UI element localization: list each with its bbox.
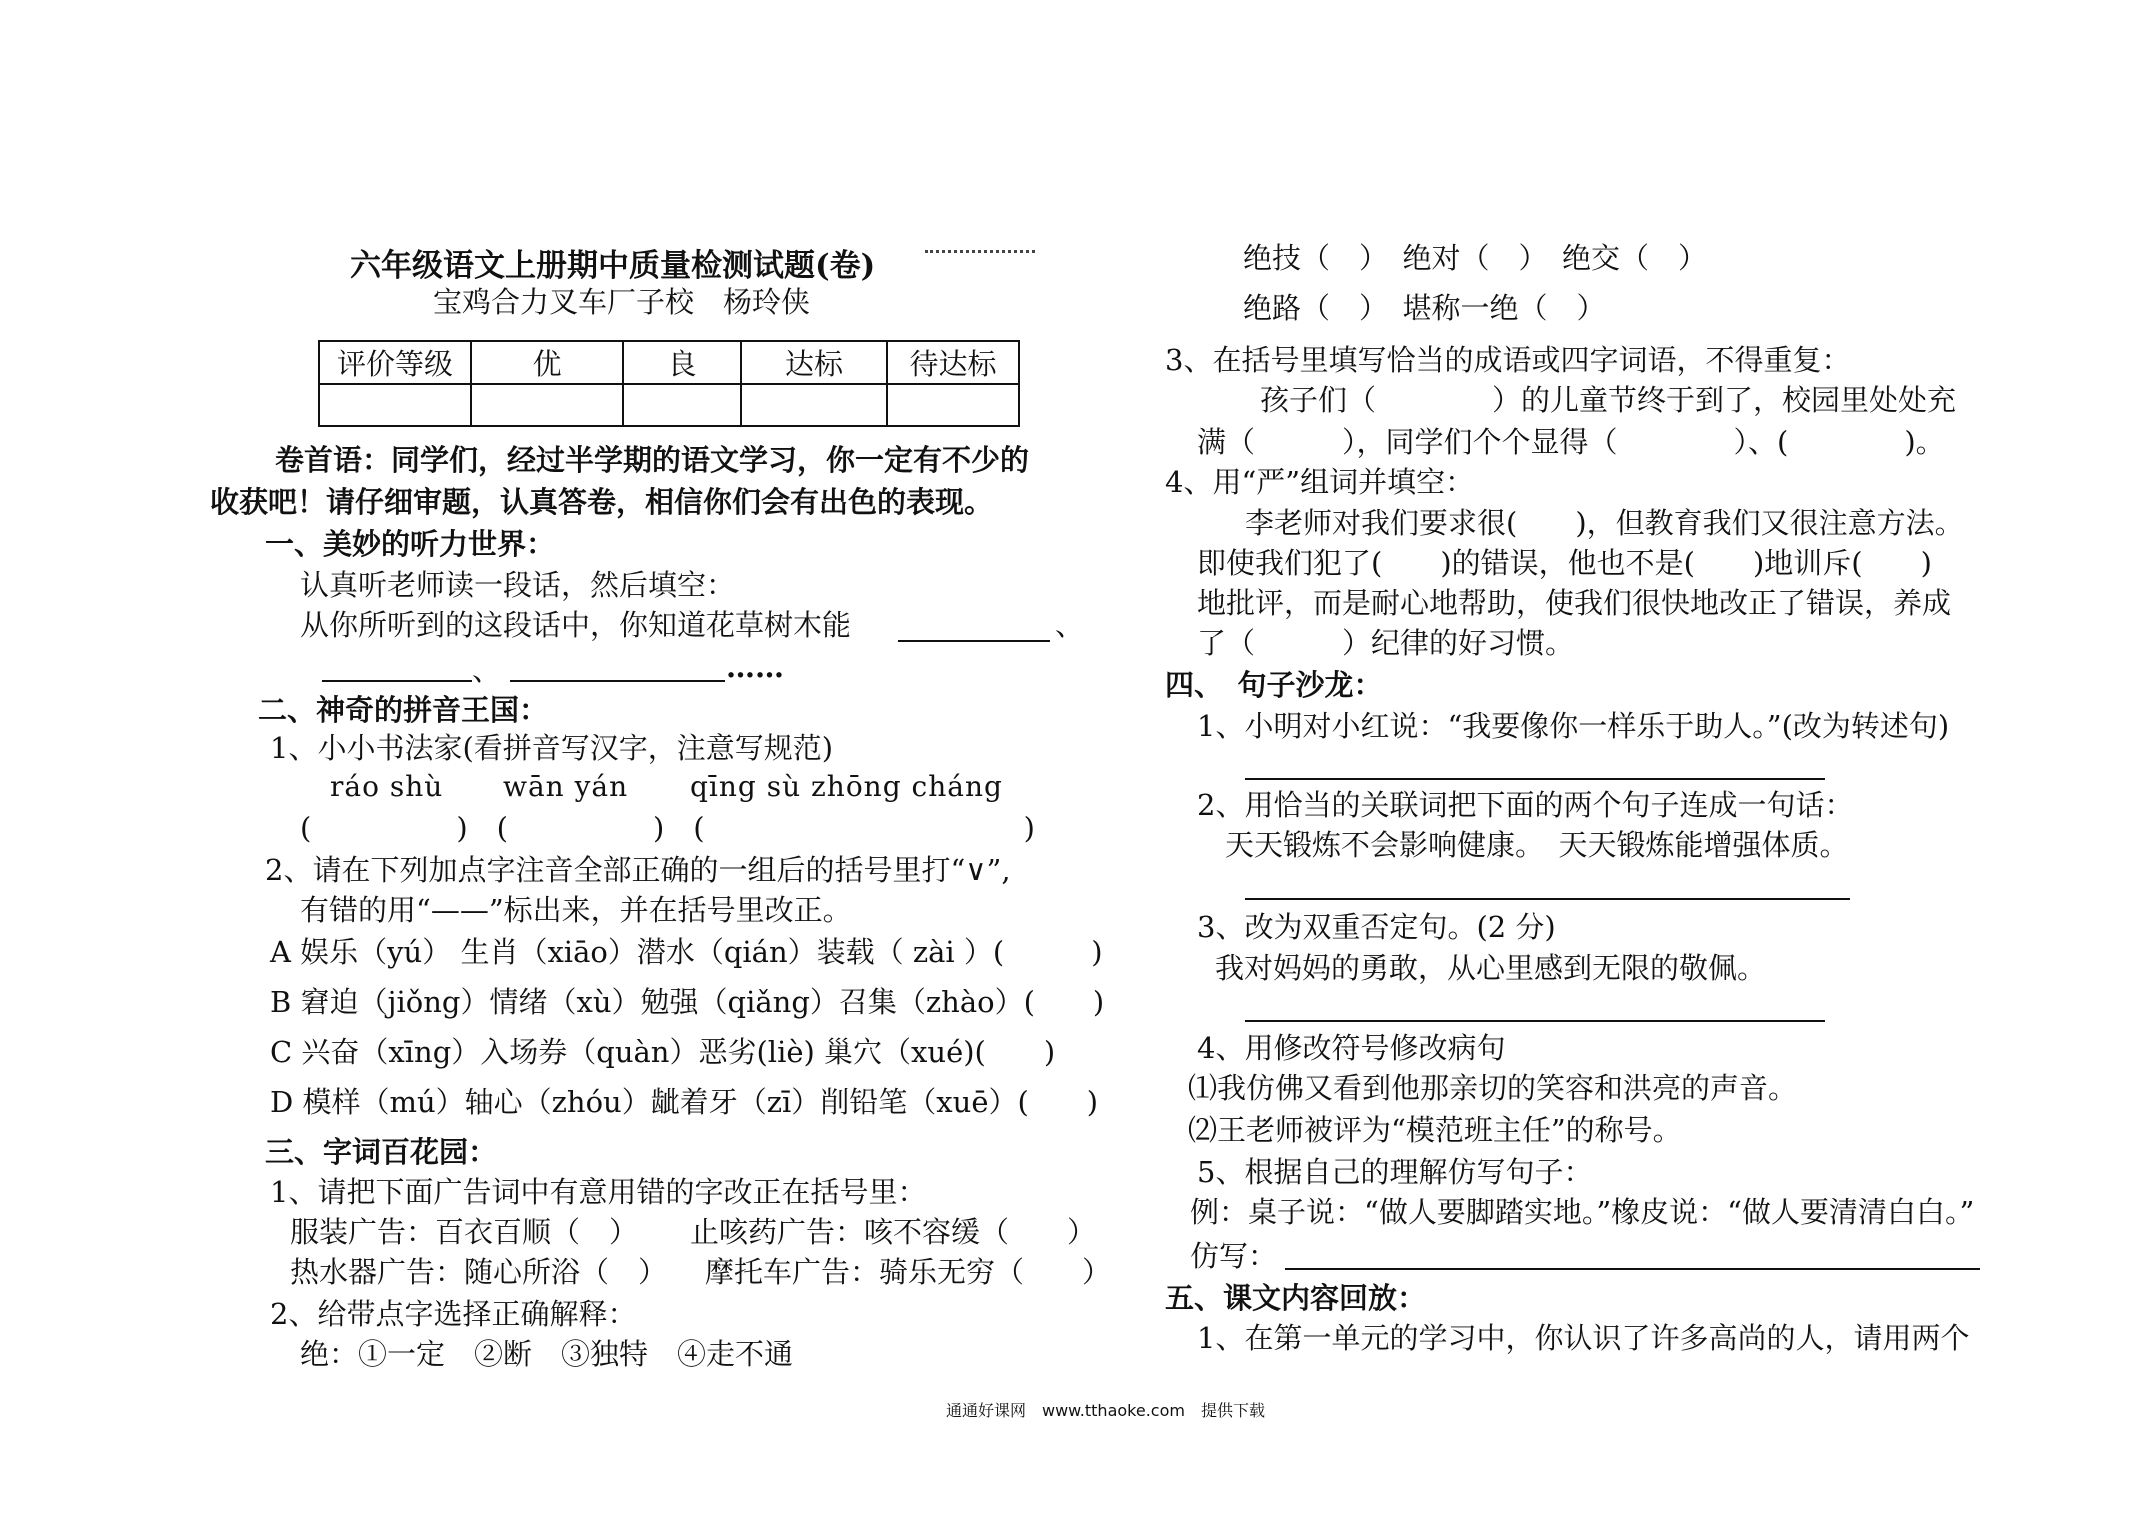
option-d[interactable]: D 模样（mú）轴心（zhóu）龇着牙（zī）削铅笔（xuē）( ) <box>270 1085 1099 1119</box>
section3-q3-line2[interactable]: 满（ ），同学们个个显得（ ）、( )。 <box>1197 425 1945 459</box>
grade-blank-cell[interactable] <box>887 384 1019 426</box>
grade-level-cell: 良 <box>623 341 741 384</box>
word-choice-line-1[interactable]: 绝技（ ） 绝对（ ） 绝交（ ） <box>1243 241 1708 275</box>
section4-q1: 1、小明对小红说：“我要像你一样乐于助人。”(改为转述句) <box>1197 709 1950 743</box>
grade-table-blank-row <box>319 384 1019 426</box>
section4-heading: 四、 句子沙龙： <box>1165 668 1383 702</box>
grade-blank-cell[interactable] <box>741 384 887 426</box>
section4-q2: 2、用恰当的关联词把下面的两个句子连成一句话： <box>1197 788 1854 822</box>
ad-item[interactable]: 摩托车广告：骑乐无穷（ ） <box>705 1255 1112 1289</box>
section1-question: 从你所听到的这段话中，你知道花草树木能 <box>300 608 852 642</box>
grade-blank-cell[interactable] <box>471 384 623 426</box>
option-a[interactable]: A 娱乐（yú） 生肖（xiāo）潜水（qián）装载（ zài ）( ) <box>270 935 1103 969</box>
grade-level-cell: 待达标 <box>887 341 1019 384</box>
section1-instruction: 认真听老师读一段话，然后填空： <box>300 568 736 602</box>
answer-blank-line[interactable] <box>1285 1268 1980 1270</box>
section4-q4-sentence-2[interactable]: ⑵王老师被评为“模范班主任”的称号。 <box>1188 1113 1682 1147</box>
grade-level-cell: 优 <box>471 341 623 384</box>
answer-blank-line[interactable] <box>322 680 472 682</box>
section1-ellipsis: …… <box>726 650 784 684</box>
section3-q4-line2[interactable]: 即使我们犯了( )的错误，他也不是( )地训斥( ) <box>1197 546 1932 580</box>
section4-q5-example: 例：桌子说：“做人要脚踏实地。”橡皮说：“做人要清清白白。” <box>1190 1195 1975 1229</box>
answer-blank-line[interactable] <box>1245 778 1825 780</box>
grade-blank-cell[interactable] <box>623 384 741 426</box>
section3-q3: 3、在括号里填写恰当的成语或四字词语，不得重复： <box>1165 343 1851 377</box>
grade-blank-cell[interactable] <box>319 384 471 426</box>
section2-q2-line2: 有错的用“——”标出来，并在括号里改正。 <box>300 893 852 927</box>
section3-q4-line4[interactable]: 了（ ）纪律的好习惯。 <box>1197 626 1575 660</box>
section4-q3-text: 我对妈妈的勇敢，从心里感到无限的敬佩。 <box>1215 951 1767 985</box>
section4-q3: 3、改为双重否定句。(2 分) <box>1197 910 1556 944</box>
grade-level-cell: 达标 <box>741 341 887 384</box>
section4-q2-text: 天天锻炼不会影响健康。 天天锻炼能增强体质。 <box>1225 828 1849 862</box>
section3-q4: 4、用“严”组词并填空： <box>1165 465 1475 499</box>
section5-q1: 1、在第一单元的学习中，你认识了许多高尚的人，请用两个 <box>1197 1321 1970 1355</box>
ad-item[interactable]: 止咳药广告：咳不容缓（ ） <box>690 1215 1097 1249</box>
word-choice-line-2[interactable]: 绝路（ ） 堪称一绝（ ） <box>1243 291 1606 325</box>
answer-blank-line[interactable] <box>510 680 725 682</box>
grade-table-header-row <box>319 341 1019 384</box>
section4-q5: 5、根据自己的理解仿写句子： <box>1197 1155 1593 1189</box>
section4-q4-sentence-1[interactable]: ⑴我仿佛又看到他那亲切的笑容和洪亮的声音。 <box>1188 1071 1798 1105</box>
section1-separator: 、 <box>1055 608 1085 642</box>
section4-q4: 4、用修改符号修改病句 <box>1197 1031 1506 1065</box>
preface-line-2: 收获吧！请仔细审题，认真答卷，相信你们会有出色的表现。 <box>210 485 994 519</box>
answer-blank-line[interactable] <box>1245 1020 1825 1022</box>
section2-heading: 二、神奇的拼音王国： <box>258 693 549 727</box>
pinyin-item: ráo shù <box>330 770 444 803</box>
section4-q5-imitate-label: 仿写： <box>1190 1239 1278 1273</box>
answer-blank-line[interactable] <box>1245 898 1850 900</box>
ad-item[interactable]: 热水器广告：随心所浴（ ） <box>290 1255 668 1289</box>
section3-q1: 1、请把下面广告词中有意用错的字改正在括号里： <box>270 1175 927 1209</box>
pinyin-item: qīng sù zhōng cháng <box>690 770 1003 803</box>
page-title: 六年级语文上册期中质量检测试题(卷) <box>350 248 876 284</box>
section2-q2-line1: 2、请在下列加点字注音全部正确的一组后的括号里打“∨”, <box>265 853 1011 887</box>
ad-item[interactable]: 服装广告：百衣百顺（ ） <box>290 1215 639 1249</box>
section5-heading: 五、课文内容回放： <box>1165 1281 1427 1315</box>
preface-line-1: 卷首语：同学们，经过半学期的语文学习，你一定有不少的 <box>275 443 1030 477</box>
section1-heading: 一、美妙的听力世界： <box>265 527 556 561</box>
section3-heading: 三、字词百花园： <box>265 1135 498 1169</box>
section3-q2: 2、给带点字选择正确解释： <box>270 1297 637 1331</box>
footer-credit: 通通好课网 www.tthaoke.com 提供下载 <box>946 1401 1265 1420</box>
section2-q1: 1、小小书法家(看拼音写汉字，注意写规范) <box>270 731 834 765</box>
answer-blank-line[interactable] <box>898 640 1050 642</box>
pinyin-answer-brackets[interactable]: ( ) ( ) ( ) <box>300 811 1035 845</box>
section3-q4-line1[interactable]: 李老师对我们要求很( )，但教育我们又很注意方法。 <box>1245 506 1964 540</box>
title-dotted-trail <box>925 250 1035 253</box>
meaning-options: 绝：①一定 ②断 ③独特 ④走不通 <box>300 1337 794 1371</box>
section1-separator: 、 <box>472 653 502 687</box>
grade-table <box>318 340 1020 427</box>
section3-q3-line1[interactable]: 孩子们（ ）的儿童节终于到了，校园里处处充 <box>1260 383 1957 417</box>
option-b[interactable]: B 窘迫（jiǒng）情绪（xù）勉强（qiǎng）召集（zhào）( ) <box>270 985 1105 1019</box>
pinyin-item: wān yán <box>503 770 629 803</box>
grade-header-cell: 评价等级 <box>319 341 471 384</box>
option-c[interactable]: C 兴奋（xīng）入场券（quàn）恶劣(liè) 巢穴（xué)( ) <box>270 1035 1056 1069</box>
section3-q4-line3: 地批评，而是耐心地帮助，使我们很快地改正了错误，养成 <box>1197 586 1952 620</box>
subtitle: 宝鸡合力叉车厂子校 杨玲侠 <box>433 285 811 319</box>
